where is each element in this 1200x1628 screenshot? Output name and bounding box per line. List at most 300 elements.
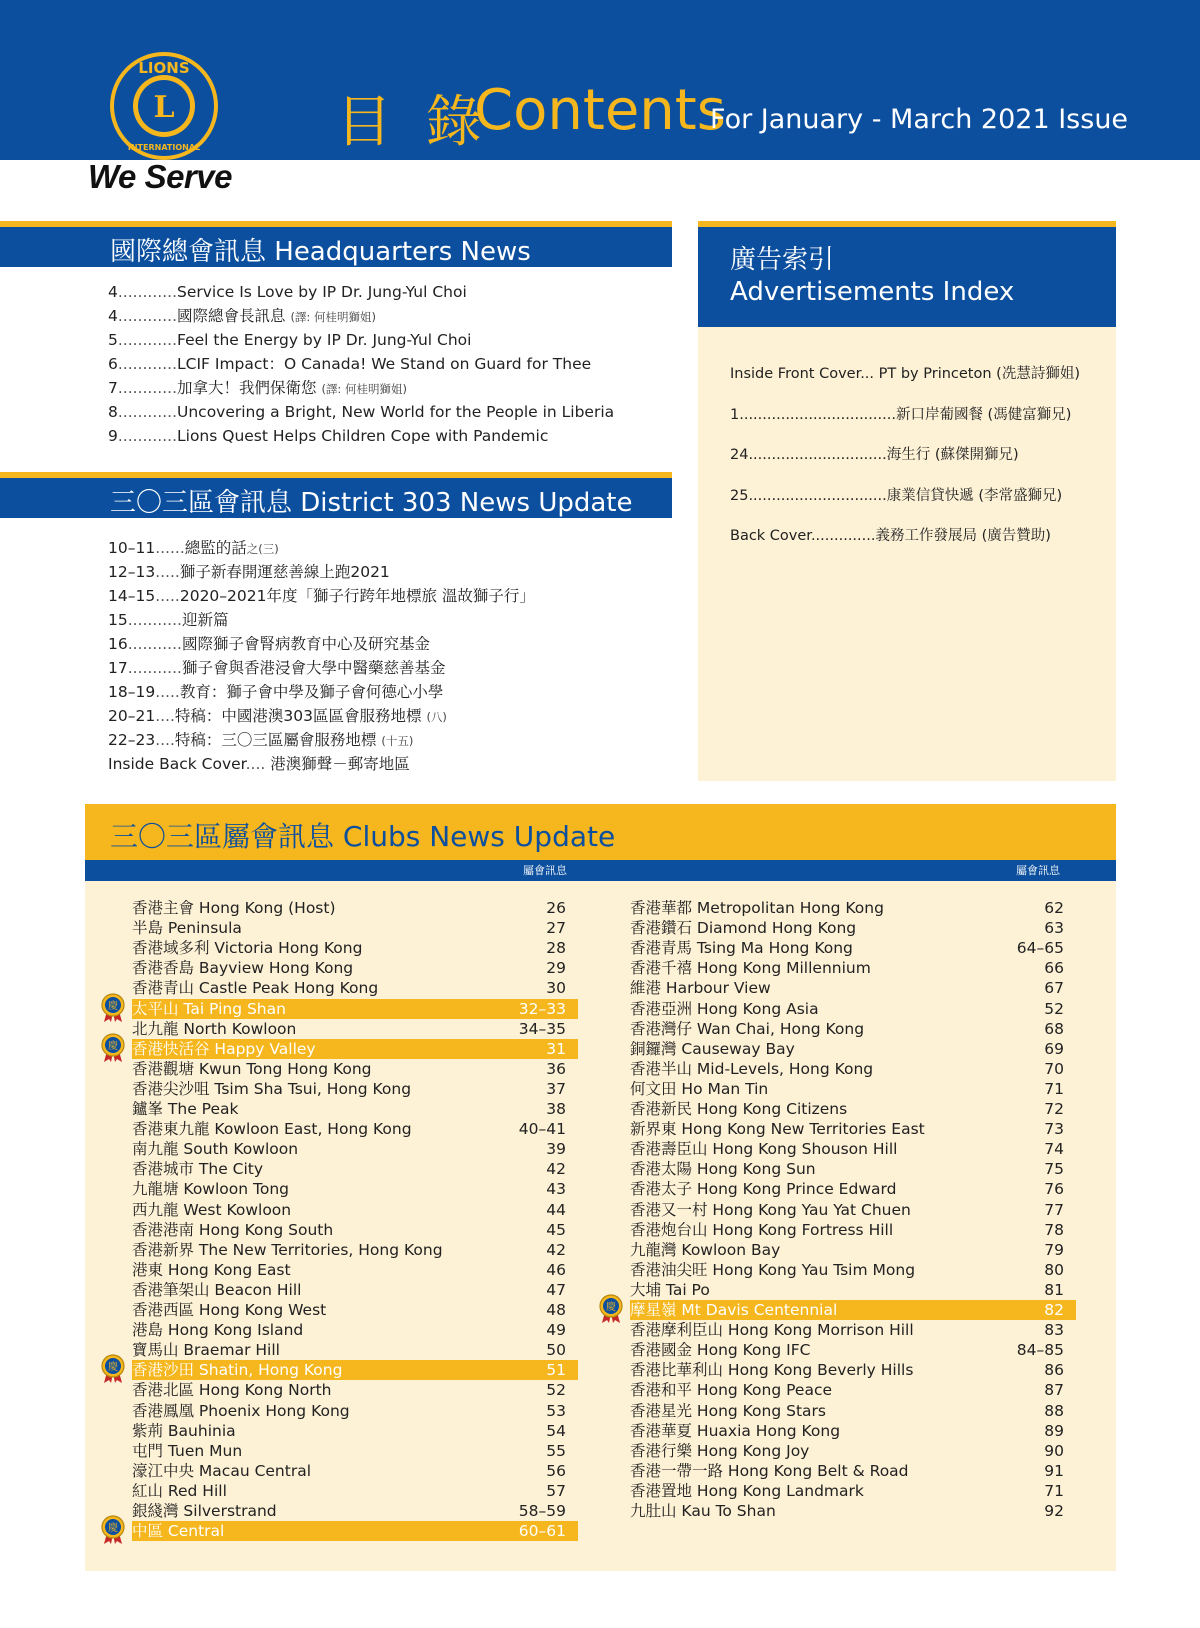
club-name: 香港太陽 Hong Kong Sun: [630, 1160, 816, 1179]
club-page: 75: [1044, 1160, 1064, 1179]
club-name: 香港半山 Mid-Levels, Hong Kong: [630, 1059, 874, 1078]
toc-page-number: 4: [108, 307, 118, 325]
club-page: 38: [546, 1100, 566, 1118]
club-page: 74: [1044, 1140, 1064, 1159]
ads-item: [730, 362, 1080, 383]
club-name: 香港青山 Castle Peak Hong Kong: [132, 979, 379, 998]
club-name: 鑪峯 The Peak: [132, 1100, 239, 1118]
motto-text: We Serve: [88, 158, 232, 195]
club-row: [132, 1200, 578, 1220]
toc-item: [108, 280, 614, 304]
club-page: 92: [1044, 1502, 1064, 1520]
club-name: 紫荊 Bauhinia: [132, 1421, 236, 1440]
club-name: 香港沙田 Shatin, Hong Kong: [132, 1361, 343, 1380]
club-name: 香港星光 Hong Kong Stars: [630, 1401, 826, 1420]
ads-advertiser: 新口岸葡國餐 (馮健富獅兄): [895, 406, 1072, 423]
club-page: 72: [1044, 1100, 1064, 1118]
toc-item: [108, 656, 535, 680]
club-name: 新界東 Hong Kong New Territories East: [630, 1120, 925, 1139]
club-name: 香港和平 Hong Kong Peace: [630, 1381, 833, 1400]
club-name: 香港行樂 Hong Kong Joy: [630, 1441, 810, 1460]
club-row: [630, 1200, 1076, 1220]
club-page: 88: [1044, 1401, 1064, 1420]
club-page: 89: [1044, 1421, 1064, 1440]
club-row: [132, 1260, 578, 1280]
club-name: 香港灣仔 Wan Chai, Hong Kong: [630, 1019, 865, 1038]
toc-page-number: 5: [108, 331, 118, 349]
club-page: 52: [546, 1381, 566, 1400]
toc-page-number: 7: [108, 379, 118, 397]
club-name: 西九龍 West Kowloon: [132, 1200, 292, 1219]
club-name: 香港北區 Hong Kong North: [132, 1381, 332, 1400]
toc-page-number: Inside Back Cover: [108, 755, 246, 773]
toc-item-title: 獅子會與香港浸會大學中醫藥慈善基金: [181, 659, 446, 677]
ads-section-header: [698, 221, 1116, 327]
club-page: 87: [1044, 1381, 1064, 1400]
toc-item-title: 國際獅子會腎病教育中心及研究基金: [181, 635, 430, 653]
club-name: 北九龍 North Kowloon: [132, 1019, 297, 1038]
club-page: 39: [546, 1140, 566, 1159]
toc-item-title: 迎新篇: [181, 611, 229, 629]
ads-item: [730, 403, 1071, 424]
club-name: 香港筆架山 Beacon Hill: [132, 1280, 302, 1299]
club-row: [630, 1441, 1076, 1461]
club-page: 57: [546, 1481, 566, 1500]
club-page: 77: [1044, 1200, 1064, 1219]
club-page: 52: [1044, 999, 1064, 1018]
club-row: [132, 1441, 578, 1461]
club-page: 66: [1044, 959, 1064, 978]
toc-item: [108, 536, 535, 560]
toc-item: [108, 560, 535, 584]
club-row: [630, 1481, 1076, 1501]
club-row: [630, 1139, 1076, 1159]
toc-page-number: 10–11: [108, 539, 156, 557]
club-name: 港東 Hong Kong East: [132, 1260, 291, 1279]
toc-item: [108, 304, 614, 328]
club-name: 半島 Peninsula: [132, 919, 242, 938]
club-row: [630, 1320, 1076, 1340]
club-page: 30: [546, 979, 566, 998]
ads-title-en: Advertisements Index: [730, 277, 1015, 307]
ads-page: 24: [730, 447, 749, 463]
ads-advertiser: 海生行 (蘇傑開獅兄): [886, 447, 1019, 463]
club-page: 60–61: [518, 1522, 566, 1541]
club-page: 76: [1044, 1180, 1064, 1199]
anniversary-seal-icon: [98, 1033, 128, 1063]
club-name: 香港香島 Bayview Hong Kong: [132, 959, 354, 978]
club-name: 香港亞洲 Hong Kong Asia: [630, 999, 819, 1018]
toc-leader-dots: ............: [117, 427, 177, 445]
club-row: [132, 1501, 578, 1521]
club-row: [630, 1079, 1076, 1099]
club-name: 香港壽臣山 Hong Kong Shouson Hill: [630, 1140, 898, 1159]
club-row: [630, 1099, 1076, 1119]
toc-item-note: (譯: 何桂明獅姐): [321, 382, 407, 396]
club-name: 香港鑽石 Diamond Hong Kong: [630, 919, 857, 938]
toc-item: [108, 352, 614, 376]
toc-page-number: 8: [108, 403, 118, 421]
ads-advertiser: 義務工作發展局 (廣告贊助): [875, 528, 1051, 544]
anniversary-seal-icon: [596, 1294, 626, 1324]
ads-leader-dots: ...: [860, 366, 875, 382]
club-row: [630, 1119, 1076, 1139]
club-name: 香港華都 Metropolitan Hong Kong: [630, 899, 884, 917]
club-row: [630, 1159, 1076, 1179]
club-page: 29: [546, 959, 566, 978]
toc-leader-dots: ....: [155, 707, 175, 725]
club-name: 香港西區 Hong Kong West: [132, 1301, 327, 1319]
club-name: 濠江中央 Macau Central: [132, 1461, 312, 1480]
club-page: 71: [1044, 1481, 1064, 1500]
club-row-highlight: [630, 1300, 1076, 1320]
club-page: 83: [1044, 1321, 1064, 1340]
club-row: [132, 1380, 578, 1400]
seal-text: 慶: [108, 1000, 118, 1012]
toc-item: [108, 608, 535, 632]
club-name: 紅山 Red Hill: [132, 1481, 227, 1500]
toc-item: [108, 680, 535, 704]
club-name: 中區 Central: [132, 1522, 225, 1541]
club-name: 香港千禧 Hong Kong Millennium: [630, 959, 871, 978]
toc-item-note: (八): [426, 710, 447, 724]
toc-item: [108, 752, 535, 776]
club-row: [132, 1320, 578, 1340]
club-name: 香港城市 The City: [132, 1160, 264, 1179]
toc-item-title: Feel the Energy by IP Dr. Jung-Yul Choi: [177, 331, 472, 349]
district-toc-list: [108, 536, 535, 776]
club-row: [630, 1380, 1076, 1400]
club-name: 香港一帶一路 Hong Kong Belt & Road: [630, 1461, 909, 1480]
toc-leader-dots: .....: [155, 563, 180, 581]
club-row: [132, 1300, 578, 1320]
toc-item-title: 加拿大！我們保衛您: [177, 379, 322, 397]
toc-item-title: 教育：獅子會中學及獅子會何德心小學: [179, 683, 444, 701]
club-name: 香港油尖旺 Hong Kong Yau Tsim Mong: [630, 1260, 916, 1279]
toc-page-number: 16: [108, 635, 128, 653]
clubs-section-title: 三〇三區屬會訊息 Clubs News Update: [110, 820, 616, 853]
club-page: 81: [1044, 1280, 1064, 1299]
toc-item-title: 特稿：中國港澳303區區會服務地標: [174, 707, 427, 725]
club-page: 63: [1044, 919, 1064, 938]
club-name: 寶馬山 Braemar Hill: [132, 1341, 280, 1360]
toc-leader-dots: .....: [155, 683, 180, 701]
club-row: [630, 1360, 1076, 1380]
club-name: 香港置地 Hong Kong Landmark: [630, 1481, 864, 1500]
club-name: 香港華夏 Huaxia Hong Kong: [630, 1421, 841, 1440]
club-name: 香港比華利山 Hong Kong Beverly Hills: [630, 1361, 914, 1380]
toc-item: [108, 328, 614, 352]
club-page: 28: [546, 939, 566, 958]
club-page: 36: [546, 1059, 566, 1078]
club-row: [132, 1340, 578, 1360]
hq-toc-list: [108, 280, 614, 448]
hq-section-title: 國際總會訊息 Headquarters News: [110, 237, 531, 267]
clubs-sub-label-right: 屬會訊息: [1016, 864, 1060, 877]
club-page: 51: [546, 1361, 566, 1380]
club-page: 44: [546, 1200, 566, 1219]
toc-page-number: 14–15: [108, 587, 156, 605]
club-name: 香港觀塘 Kwun Tong Hong Kong: [132, 1059, 372, 1078]
club-name: 香港快活谷 Happy Valley: [132, 1039, 316, 1058]
club-name: 香港摩利臣山 Hong Kong Morrison Hill: [630, 1321, 914, 1340]
club-page: 47: [546, 1280, 566, 1299]
club-row: [630, 958, 1076, 978]
club-row: [630, 1019, 1076, 1039]
ads-page: Back Cover: [730, 528, 811, 544]
club-row: [132, 1240, 578, 1260]
toc-leader-dots: ...........: [127, 611, 182, 629]
club-name: 九肚山 Kau To Shan: [630, 1502, 776, 1520]
club-page: 86: [1044, 1361, 1064, 1380]
toc-item-note: (譯: 何桂明獅姐): [290, 310, 376, 324]
ads-leader-dots: ..............................: [748, 487, 887, 504]
club-page: 42: [546, 1240, 566, 1259]
club-row-highlight: [132, 999, 578, 1019]
toc-leader-dots: ....: [155, 731, 175, 749]
logo-letter: L: [153, 90, 175, 125]
ads-title-zh: 廣告索引: [730, 245, 835, 275]
club-row: [132, 1401, 578, 1421]
club-row: [132, 1099, 578, 1119]
toc-page-number: 20–21: [108, 707, 156, 725]
club-row-highlight: [132, 1360, 578, 1380]
club-name: 香港尖沙咀 Tsim Sha Tsui, Hong Kong: [132, 1079, 412, 1098]
club-page: 27: [546, 919, 566, 938]
toc-leader-dots: ............: [117, 379, 177, 397]
toc-item-note: 之(三): [246, 542, 279, 556]
club-row: [630, 978, 1076, 998]
toc-page-number: 4: [108, 283, 118, 301]
club-row: [132, 898, 578, 918]
club-page: 43: [546, 1180, 566, 1199]
club-row: [630, 1401, 1076, 1421]
club-row: [630, 1280, 1076, 1300]
toc-item: [108, 424, 614, 448]
ads-leader-dots: ..................................: [739, 406, 896, 423]
toc-page-number: 18–19: [108, 683, 156, 701]
seal-text: 慶: [606, 1302, 616, 1313]
club-name: 大埔 Tai Po: [630, 1280, 710, 1299]
club-page: 26: [546, 899, 566, 917]
seal-text: 慶: [108, 1523, 118, 1535]
club-name: 屯門 Tuen Mun: [132, 1441, 243, 1460]
club-row: [132, 1179, 578, 1199]
club-row: [630, 1240, 1076, 1260]
club-name: 香港域多利 Victoria Hong Kong: [132, 939, 363, 958]
toc-leader-dots: ....: [245, 755, 266, 773]
club-row: [630, 1461, 1076, 1481]
club-page: 37: [546, 1079, 566, 1098]
club-row: [630, 938, 1076, 958]
logo-top-text: LIONS: [138, 59, 190, 77]
toc-item: [108, 728, 535, 752]
issue-subtitle: For January - March 2021 Issue: [710, 104, 1129, 135]
ads-item: [730, 443, 1019, 464]
clubs-subheader-bar: [85, 860, 1116, 881]
club-row: [132, 1461, 578, 1481]
toc-item-title: 獅子新春開運慈善線上跑2021: [179, 563, 390, 581]
toc-item-title: Lions Quest Helps Children Cope with Pandemic: [177, 427, 549, 445]
club-page: 90: [1044, 1441, 1064, 1460]
club-row: [630, 999, 1076, 1019]
club-name: 香港新民 Hong Kong Citizens: [630, 1100, 848, 1118]
club-page: 68: [1044, 1019, 1064, 1038]
club-name: 香港青馬 Tsing Ma Hong Kong: [630, 939, 853, 958]
toc-item: [108, 584, 535, 608]
ads-item: [730, 524, 1051, 545]
toc-leader-dots: ...........: [127, 659, 182, 677]
toc-item-title: Uncovering a Bright, New World for the People in Liberia: [177, 403, 615, 421]
club-page: 49: [546, 1321, 566, 1340]
club-name: 銅鑼灣 Causeway Bay: [630, 1039, 795, 1058]
toc-item-note: (十五): [381, 734, 414, 748]
ads-leader-dots: ..............: [810, 528, 876, 544]
club-page: 82: [1044, 1301, 1064, 1319]
club-name: 維港 Harbour View: [630, 979, 771, 998]
toc-item-title: 2020–2021年度「獅子行跨年地標旅 溫故獅子行」: [179, 587, 535, 605]
club-name: 香港炮台山 Hong Kong Fortress Hill: [630, 1220, 894, 1239]
ads-page: 25: [730, 487, 749, 504]
club-name: 香港港南 Hong Kong South: [132, 1220, 334, 1239]
ads-page: 1: [730, 406, 740, 423]
club-page: 58–59: [518, 1502, 566, 1520]
toc-item: [108, 376, 614, 400]
anniversary-seal-icon: [98, 1515, 128, 1545]
club-page: 69: [1044, 1039, 1064, 1058]
club-page: 62: [1044, 899, 1064, 917]
club-page: 54: [546, 1421, 566, 1440]
club-page: 53: [546, 1401, 566, 1420]
club-row: [132, 1019, 578, 1039]
club-row: [630, 1179, 1076, 1199]
toc-item: [108, 400, 614, 424]
club-row: [630, 1260, 1076, 1280]
club-name: 香港新界 The New Territories, Hong Kong: [132, 1240, 443, 1259]
toc-item: [108, 704, 535, 728]
club-page: 45: [546, 1220, 566, 1239]
club-page: 55: [546, 1441, 566, 1460]
toc-item: [108, 632, 535, 656]
toc-leader-dots: ...........: [127, 635, 182, 653]
logo-bottom-text: INTERNATIONAL: [127, 143, 201, 152]
club-name: 香港鳳凰 Phoenix Hong Kong: [132, 1401, 350, 1420]
club-row: [132, 1280, 578, 1300]
toc-leader-dots: ............: [117, 403, 177, 421]
toc-page-number: 22–23: [108, 731, 156, 749]
club-row: [132, 1059, 578, 1079]
club-name: 九龍塘 Kowloon Tong: [132, 1180, 289, 1199]
club-row: [630, 918, 1076, 938]
toc-page-number: 15: [108, 611, 128, 629]
club-name: 香港又一村 Hong Kong Yau Yat Chuen: [630, 1200, 911, 1219]
toc-item-title: LCIF Impact：O Canada! We Stand on Guard for Thee: [177, 355, 592, 373]
club-page: 84–85: [1016, 1341, 1064, 1360]
club-page: 50: [546, 1341, 566, 1360]
club-page: 70: [1044, 1059, 1064, 1078]
toc-leader-dots: ............: [117, 307, 177, 325]
toc-leader-dots: .....: [155, 587, 180, 605]
club-row: [132, 978, 578, 998]
ads-item: [730, 484, 1062, 505]
club-row: [132, 938, 578, 958]
toc-item-title: 總監的話: [184, 539, 247, 557]
club-page: 56: [546, 1461, 566, 1480]
toc-item-title: Service Is Love by IP Dr. Jung-Yul Choi: [177, 283, 467, 301]
club-row: [132, 1481, 578, 1501]
toc-page-number: 6: [108, 355, 118, 373]
lions-logo-icon: [108, 50, 220, 162]
toc-leader-dots: ............: [117, 283, 177, 301]
ads-page: Inside Front Cover: [730, 366, 861, 382]
club-page: 71: [1044, 1079, 1064, 1098]
toc-page-number: 9: [108, 427, 118, 445]
club-name: 港島 Hong Kong Island: [132, 1321, 304, 1340]
club-name: 銀綫灣 Silverstrand: [132, 1502, 277, 1520]
toc-item-title: 特稿：三〇三區屬會服務地標: [174, 731, 382, 749]
page-title-en: Contents: [474, 78, 726, 143]
club-row: [132, 958, 578, 978]
club-row: [132, 1421, 578, 1441]
club-row: [132, 1220, 578, 1240]
club-page: 34–35: [518, 1019, 566, 1038]
hq-section-header: [0, 221, 672, 267]
club-row: [132, 1119, 578, 1139]
club-page: 32–33: [518, 999, 566, 1018]
toc-leader-dots: ......: [155, 539, 185, 557]
club-page: 46: [546, 1260, 566, 1279]
toc-leader-dots: ............: [117, 331, 177, 349]
district-section-title: 三〇三區會訊息 District 303 News Update: [110, 488, 633, 518]
anniversary-seal-icon: [98, 1354, 128, 1384]
club-page: 91: [1044, 1461, 1064, 1480]
club-page: 31: [546, 1039, 566, 1058]
club-row-highlight: [132, 1039, 578, 1059]
club-page: 48: [546, 1301, 566, 1319]
club-row: [630, 1059, 1076, 1079]
ads-advertiser: PT by Princeton (冼慧詩獅姐): [874, 366, 1080, 382]
club-row: [630, 1501, 1076, 1521]
club-name: 九龍灣 Kowloon Bay: [630, 1240, 781, 1259]
toc-item-title: 港澳獅聲－郵寄地區: [265, 755, 410, 773]
page-title-zh: 目 錄: [336, 90, 490, 155]
club-name: 太平山 Tai Ping Shan: [132, 999, 286, 1018]
toc-item-title: 國際總會長訊息: [177, 307, 291, 325]
seal-text: 慶: [108, 1362, 118, 1374]
club-page: 42: [546, 1160, 566, 1179]
club-row: [630, 1340, 1076, 1360]
club-name: 香港太子 Hong Kong Prince Edward: [630, 1180, 897, 1199]
club-name: 摩星嶺 Mt Davis Centennial: [630, 1301, 838, 1319]
clubs-sub-label-left: 屬會訊息: [523, 864, 567, 877]
club-page: 40–41: [518, 1120, 566, 1139]
club-name: 香港國金 Hong Kong IFC: [630, 1341, 811, 1360]
toc-page-number: 17: [108, 659, 128, 677]
club-row: [630, 1421, 1076, 1441]
club-row: [132, 1079, 578, 1099]
club-page: 67: [1044, 979, 1064, 998]
club-name: 南九龍 South Kowloon: [132, 1140, 299, 1159]
anniversary-seal-icon: [98, 993, 128, 1023]
club-name: 何文田 Ho Man Tin: [630, 1079, 769, 1098]
ads-leader-dots: ..............................: [748, 447, 887, 463]
district-section-header: [0, 472, 672, 518]
club-page: 78: [1044, 1220, 1064, 1239]
club-name: 香港主會 Hong Kong (Host): [132, 899, 336, 917]
ads-advertiser: 康業信貸快遞 (李常盛獅兄): [886, 487, 1063, 504]
club-page: 64–65: [1016, 939, 1064, 958]
club-row: [132, 1159, 578, 1179]
